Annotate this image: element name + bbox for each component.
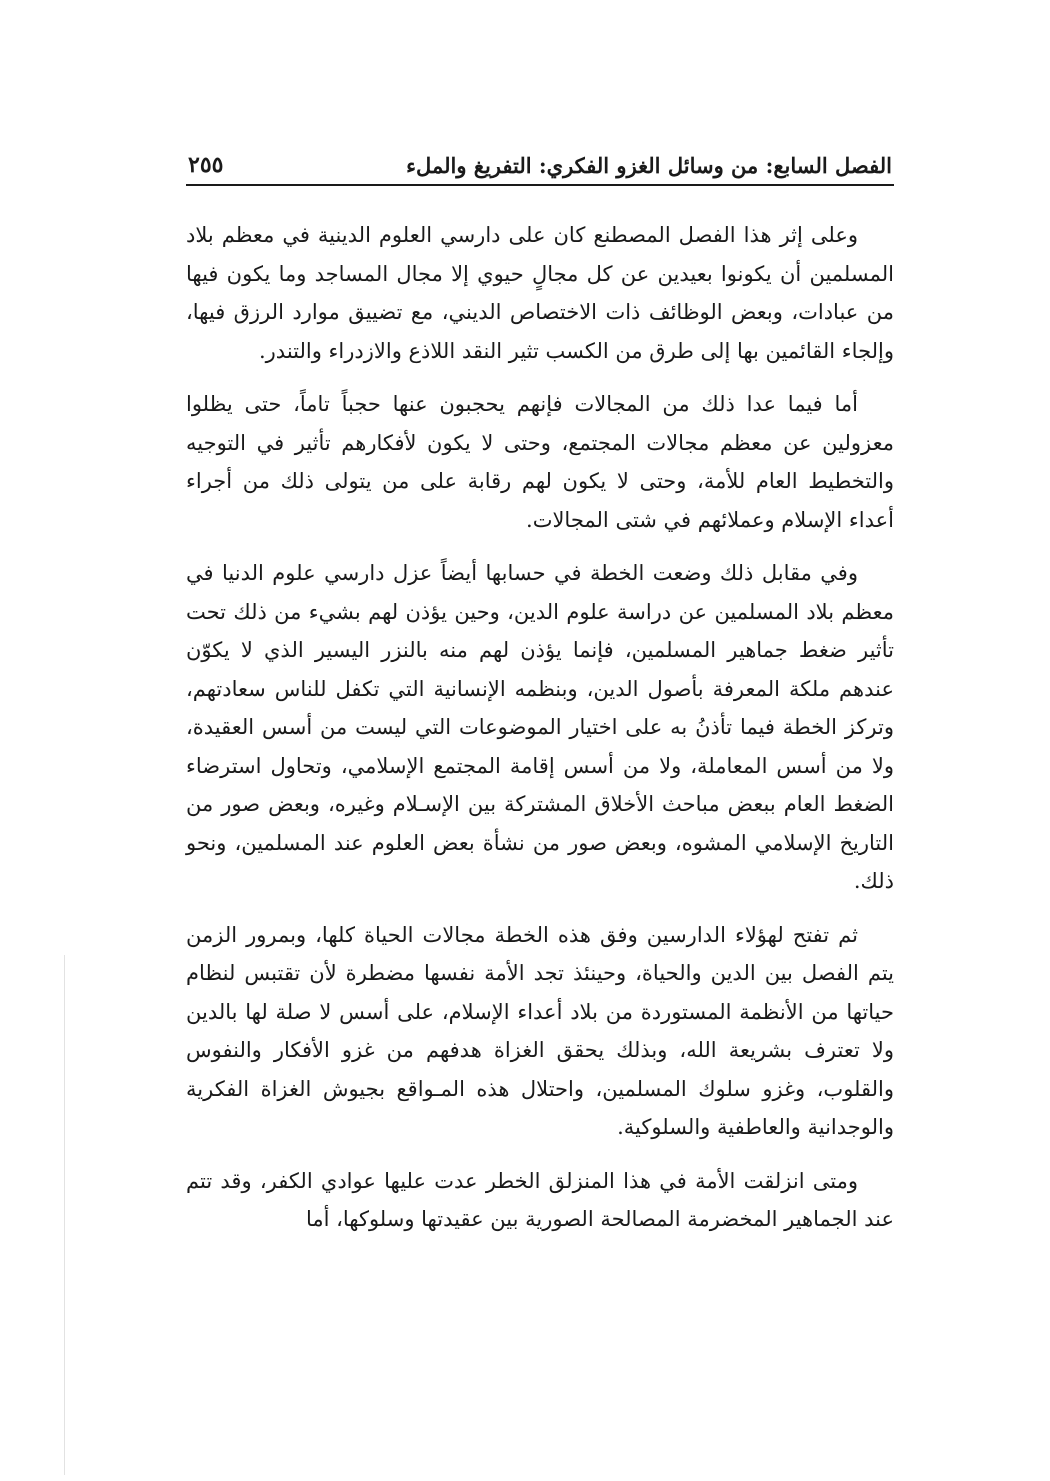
paragraph-2: أما فيما عدا ذلك من المجالات فإنهم يحجبون عنها حجباً تاماً، حتى يظلوا معزولين عن معظم مجالات المجتمع، وحتى لا يكون لأفكارهم تأثير في التوجيه والتخطيط العام للأمة، وحتى لا يكون لهم رقابة على من يتولى ذلك من أجراء أعداء الإسلام وعملائهم في شتى المجالات. — [186, 392, 894, 532]
book-page — [186, 140, 894, 1254]
paragraph-4: ثم تفتح لهؤلاء الدارسين وفق هذه الخطة مجالات الحياة كلها، وبمرور الزمن يتم الفصل بين الدين والحياة، وحينئذ تجد الأمة نفسها مضطرة لأن تقتبس لنظام حياتها من الأنظمة المستوردة من بلاد أعداء الإسلام، على أسس لا صلة لها بالدين ولا تعترف بشريعة الله، وبذلك يحقق الغزاة هدفهم من غزو الأفكار والنفوس والقلوب، وغزو سلوك المسلمين، واحتلال هذه المـواقع بجيوش الغزاة الفكرية والوجدانية والعاطفية والسلوكية. — [186, 922, 894, 1139]
paragraph-5: ومتى انزلقت الأمة في هذا المنزلق الخطر عدت عليها عوادي الكفر، وقد تتم عند الجماهير المخضرمة المصالحة الصورية بين عقيدتها وسلوكها، أما — [186, 1168, 894, 1231]
paragraph-1: وعلى إثر هذا الفصل المصطنع كان على دارسي العلوم الدينية في معظم بلاد المسلمين أن يكونوا بعيدين عن كل مجالٍ حيوي إلا مجال المساجد وما يكون فيها من عبادات، وبعض الوظائف ذات الاختصاص الديني، مع تضييق موارد الرزق فيها، وإلجاء القائمين بها إلى طرق من الكسب تثير النقد اللاذع والازدراء والتندر. — [186, 223, 894, 363]
paragraph-3: وفي مقابل ذلك وضعت الخطة في حسابها أيضاً عزل دارسي علوم الدنيا في معظم بلاد المسلمين عن دراسة علوم الدين، وحين يؤذن لهم بشيء من ذلك تحت تأثير ضغط جماهير المسلمين، فإنما يؤذن لهم منه بالنزر اليسير الذي لا يكوّن عندهم ملكة المعرفة بأصول الدين، وبنظمه الإنسانية التي تكفل للناس سعادتهم، وتركز الخطة فيما تأذنُ به على اختيار الموضوعات التي ليست من أسس العقيدة، ولا من أسس المعاملة، ولا من أسس إقامة المجتمع الإسلامي، وتحاول استرضاء الضغط العام ببعض مباحث الأخلاق المشتركة بين الإسـلام وغيره، وبعض صور من التاريخ الإسلامي المشوه، وبعض صور من نشأة بعض العلوم عند المسلمين، ونحو ذلك. — [186, 561, 894, 893]
page-number: ٢٥٥ — [188, 152, 224, 178]
running-header — [186, 140, 894, 186]
scan-margin-line — [64, 955, 65, 1475]
chapter-title: الفصل السابع: من وسائل الغزو الفكري: التفريغ والملء — [406, 153, 892, 178]
body-text — [186, 216, 894, 1239]
